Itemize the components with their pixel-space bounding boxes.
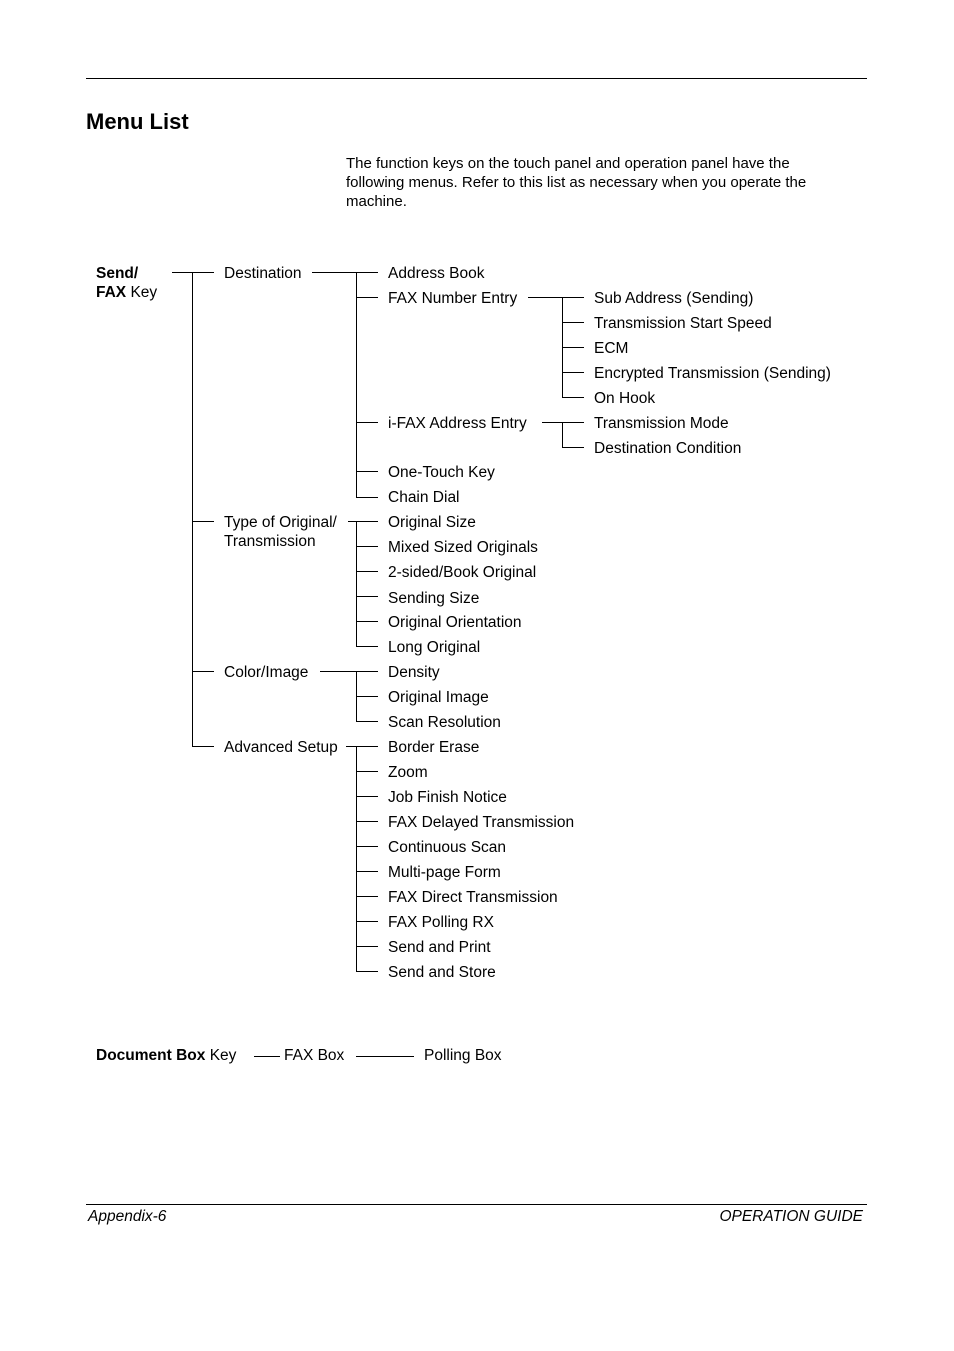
- menu-item-send-and-store: Send and Store: [388, 964, 496, 981]
- tree-connector: [356, 471, 378, 472]
- intro-paragraph: The function keys on the touch panel and operation panel have the following menus. Refer to this list as necessary when you operate the machine.: [346, 155, 807, 210]
- sub-item-transmission-mode: Transmission Mode: [594, 415, 729, 432]
- tree-connector: [356, 571, 378, 572]
- menu-item-sending-size: Sending Size: [388, 590, 480, 607]
- fax-box-label: FAX Box: [284, 1047, 345, 1064]
- category-destination: Destination: [224, 265, 302, 282]
- menu-item-border-erase: Border Erase: [388, 739, 480, 756]
- tree-connector: [356, 272, 357, 497]
- sub-item-destination-condition: Destination Condition: [594, 440, 742, 457]
- tree-connector: [356, 871, 378, 872]
- tree-connector: [356, 921, 378, 922]
- tree-connector: [356, 497, 378, 498]
- send-key-text: Send/: [96, 265, 139, 282]
- tree-connector: [356, 771, 378, 772]
- menu-item-zoom: Zoom: [388, 764, 428, 781]
- tree-connector: [356, 846, 378, 847]
- tree-connector: [192, 521, 214, 522]
- tree-connector: [356, 896, 378, 897]
- tree-connector: [356, 746, 357, 971]
- header-rule: [86, 78, 867, 79]
- tree-connector: [192, 272, 193, 747]
- document-box-text: Document Box: [96, 1047, 206, 1064]
- category-color-image: Color/Image: [224, 664, 309, 681]
- tree-connector: [562, 347, 584, 348]
- menu-item-mixed-sized-originals: Mixed Sized Originals: [388, 539, 538, 556]
- tree-connector: [346, 746, 378, 747]
- tree-connector: [192, 746, 214, 747]
- menu-item-original-image: Original Image: [388, 689, 489, 706]
- menu-item-send-and-print: Send and Print: [388, 939, 491, 956]
- menu-item-ifax-address-entry: i-FAX Address Entry: [388, 415, 527, 432]
- tree-connector: [528, 297, 584, 298]
- tree-connector: [320, 671, 378, 672]
- tree-connector: [562, 397, 584, 398]
- menu-item-fax-direct-transmission: FAX Direct Transmission: [388, 889, 558, 906]
- sub-item-on-hook: On Hook: [594, 390, 656, 407]
- menu-item-one-touch-key: One-Touch Key: [388, 464, 495, 481]
- menu-item-chain-dial: Chain Dial: [388, 489, 460, 506]
- tree-connector: [356, 297, 378, 298]
- menu-item-fax-polling-rx: FAX Polling RX: [388, 914, 494, 931]
- tree-connector: [356, 646, 378, 647]
- polling-box-label: Polling Box: [424, 1047, 502, 1064]
- tree-connector: [356, 796, 378, 797]
- tree-connector: [562, 322, 584, 323]
- tree-connector: [254, 1056, 280, 1057]
- tree-connector: [348, 521, 378, 522]
- tree-connector: [312, 272, 378, 273]
- tree-connector: [542, 422, 584, 423]
- tree-connector: [356, 521, 357, 646]
- tree-connector: [356, 422, 378, 423]
- menu-item-continuous-scan: Continuous Scan: [388, 839, 507, 856]
- category-advanced-setup: Advanced Setup: [224, 739, 338, 756]
- document-box-key-suffix: Key: [209, 1047, 237, 1064]
- tree-connector: [192, 671, 214, 672]
- send-fax-key-label: [96, 264, 157, 302]
- sub-item-ecm: ECM: [594, 340, 629, 357]
- menu-item-fax-delayed-transmission: FAX Delayed Transmission: [388, 814, 575, 831]
- key-suffix-text: Key: [130, 284, 158, 301]
- tree-connector: [356, 821, 378, 822]
- tree-connector: [562, 422, 563, 447]
- page-title: Menu List: [86, 109, 189, 134]
- fax-key-text: FAX: [96, 284, 127, 301]
- tree-connector: [172, 272, 214, 273]
- menu-item-address-book: Address Book: [388, 265, 485, 282]
- tree-connector: [356, 696, 378, 697]
- tree-connector: [562, 447, 584, 448]
- menu-item-2-sided-book-original: 2-sided/Book Original: [388, 564, 537, 581]
- category-label-line1: Type of Original/: [224, 514, 337, 531]
- menu-item-multi-page-form: Multi-page Form: [388, 864, 501, 881]
- tree-connector: [356, 971, 378, 972]
- tree-connector: [356, 946, 378, 947]
- tree-connector: [356, 596, 378, 597]
- sub-item-transmission-start-speed: Transmission Start Speed: [594, 315, 772, 332]
- category-type-of-original: [224, 513, 337, 551]
- tree-connector: [356, 546, 378, 547]
- tree-connector: [356, 1056, 414, 1057]
- sub-item-encrypted-transmission: Encrypted Transmission (Sending): [594, 365, 831, 382]
- menu-item-density: Density: [388, 664, 440, 681]
- category-label-line2: Transmission: [224, 533, 316, 550]
- tree-connector: [356, 621, 378, 622]
- menu-item-long-original: Long Original: [388, 639, 481, 656]
- footer-guide-title: OPERATION GUIDE: [719, 1208, 863, 1225]
- footer-page-number: Appendix-6: [88, 1208, 167, 1225]
- menu-item-fax-number-entry: FAX Number Entry: [388, 290, 518, 307]
- tree-connector: [356, 721, 378, 722]
- sub-item-sub-address: Sub Address (Sending): [594, 290, 754, 307]
- menu-item-original-size: Original Size: [388, 514, 476, 531]
- menu-item-scan-resolution: Scan Resolution: [388, 714, 501, 731]
- tree-connector: [562, 372, 584, 373]
- footer-rule: [86, 1204, 867, 1205]
- document-box-key-label: [96, 1046, 236, 1065]
- menu-item-job-finish-notice: Job Finish Notice: [388, 789, 507, 806]
- menu-item-original-orientation: Original Orientation: [388, 614, 522, 631]
